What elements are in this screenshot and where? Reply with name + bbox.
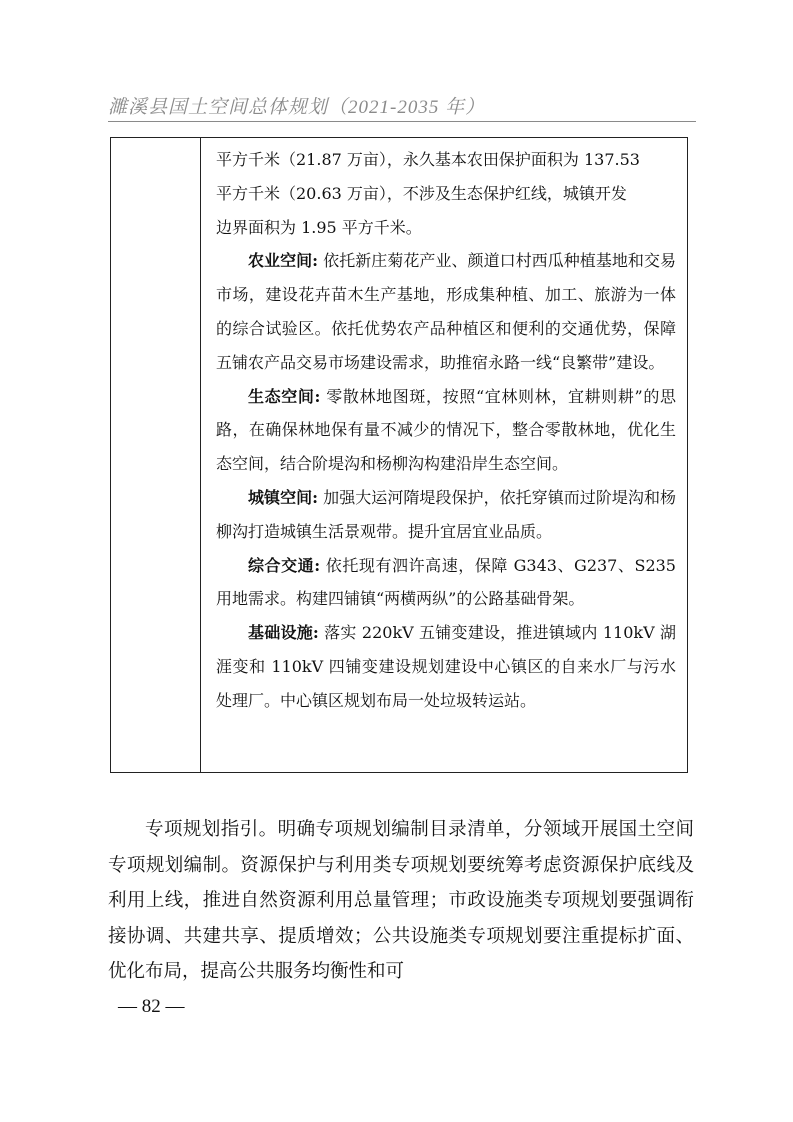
section-text: 依托新庄菊花产业、颜道口村西瓜种植基地和交易市场，建设花卉苗木生产基地，形成集种植、加工、旅游为一体的综合试验区。依托优势农产品种植区和便利的交通优势，保障五铺农产品交易市场建设需求，助推宿永路一线“良繁带”建设。 bbox=[216, 251, 676, 372]
section-heading: 农业空间: bbox=[248, 251, 319, 271]
infrastructure-paragraph bbox=[216, 616, 676, 717]
section-heading: 基础设施: bbox=[248, 623, 319, 643]
section-heading: 综合交通: bbox=[248, 555, 321, 575]
header-divider bbox=[108, 121, 696, 122]
page-header: 濉溪县国土空间总体规划（2021-2035 年） bbox=[108, 97, 486, 118]
special-planning-paragraph: 专项规划指引。明确专项规划编制目录清单，分领域开展国土空间专项规划编制。资源保护与利用类专项规划要统筹考虑资源保护底线及利用上线，推进自然资源利用总量管理；市政设施类专项规划要强调衔接协调、共建共享、提质增效；公共设施类专项规划要注重提标扩面、优化布局，提高公共服务均衡性和可 bbox=[108, 819, 694, 982]
urban-space-paragraph bbox=[216, 481, 676, 549]
section-heading: 生态空间: bbox=[248, 386, 321, 406]
table-text-line: 平方千米（20.63 万亩），不涉及生态保护红线，城镇开发 bbox=[216, 183, 627, 203]
section-text: 落实 220kV 五铺变建设，推进镇域内 110kV 湖涯变和 110kV 四铺变建设规划建设中心镇区的自来水厂与污水处理厂。中心镇区规划布局一处垃圾转运站。 bbox=[216, 623, 676, 710]
section-heading: 城镇空间: bbox=[248, 487, 319, 507]
section-text: 零散林地图斑，按照“宜林则林，宜耕则耕”的思路，在确保林地保有量不减少的情况下，整合零散林地，优化生态空间，结合阶堤沟和杨柳沟构建沿岸生态空间。 bbox=[216, 386, 676, 474]
agricultural-space-paragraph bbox=[216, 244, 676, 379]
transportation-paragraph bbox=[216, 549, 676, 617]
ecological-space-paragraph bbox=[216, 380, 676, 481]
table-content-cell bbox=[216, 143, 676, 718]
section-text: 依托现有泗许高速，保障 G343、G237、S235 用地需求。构建四铺镇“两横两纵”的公路基础骨架。 bbox=[216, 555, 676, 609]
table-column-divider bbox=[200, 137, 201, 773]
table-text-line: 平方千米（21.87 万亩），永久基本农田保护面积为 137.53 bbox=[216, 150, 640, 169]
section-text: 加强大运河隋堤段保护，依托穿镇而过阶堤沟和杨柳沟打造城镇生活景观带。提升宜居宜业品质。 bbox=[216, 487, 676, 541]
table-text-line: 边界面积为 1.95 平方千米。 bbox=[216, 217, 422, 237]
page-number: — 82 — bbox=[118, 996, 185, 1017]
